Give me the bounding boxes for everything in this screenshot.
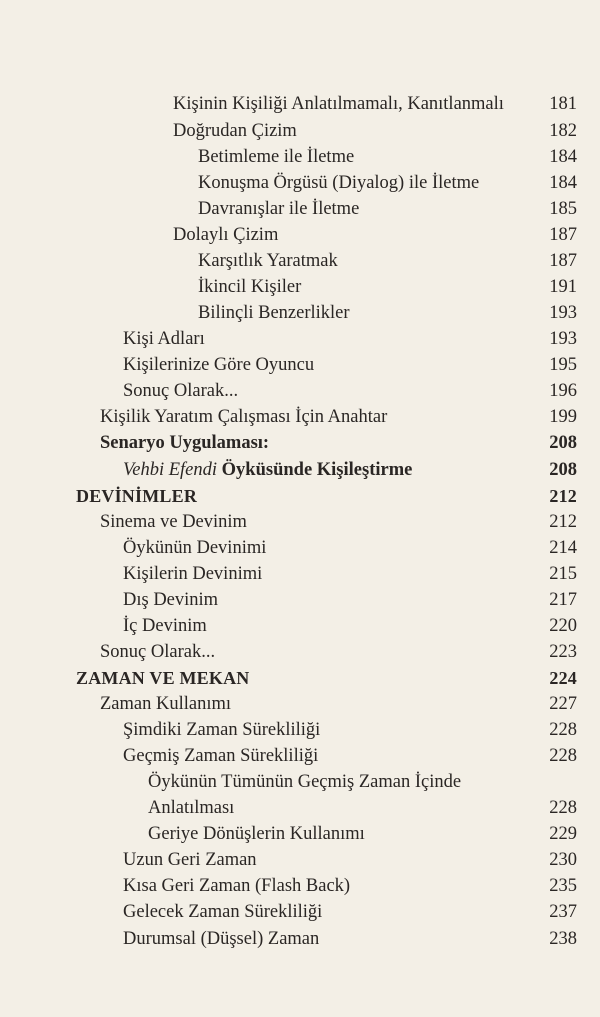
toc-entry-label: Sonuç Olarak...	[123, 381, 239, 401]
toc-entry-label-rest: Öyküsünde Kişileştirme	[217, 460, 413, 480]
toc-entry	[148, 795, 577, 821]
toc-page-number: 230	[549, 850, 577, 870]
toc-entry	[123, 457, 577, 483]
toc-entry	[123, 717, 577, 743]
toc-page-number: 235	[549, 876, 577, 896]
toc-page-number: 208	[549, 460, 577, 480]
toc-entry-label: Kişi Adları	[123, 329, 205, 349]
toc-page-number: 193	[549, 303, 577, 323]
toc-entry	[123, 613, 577, 639]
toc-entry	[173, 118, 577, 144]
toc-page-number: 227	[549, 694, 577, 714]
toc-entry-label: Durumsal (Düşsel) Zaman	[123, 929, 320, 949]
toc-page-number: 196	[549, 381, 577, 401]
toc-entry	[198, 300, 577, 326]
toc-entry-label: Kişilerinize Göre Oyuncu	[123, 355, 315, 375]
toc-entry	[100, 430, 577, 456]
toc-page-number: 217	[549, 590, 577, 610]
toc-page-number: 214	[549, 538, 577, 558]
toc-page-number: 182	[549, 121, 577, 141]
toc-entry	[123, 587, 577, 613]
toc-entry-label: Betimleme ile İletme	[198, 147, 355, 167]
toc-entry	[123, 743, 577, 769]
toc-entry-label	[123, 457, 412, 483]
toc-entry	[100, 639, 577, 665]
toc-page-number: 228	[549, 798, 577, 818]
toc-page-number: 212	[549, 486, 577, 506]
toc-entry	[123, 926, 577, 952]
toc-entry-label: Dolaylı Çizim	[173, 225, 279, 245]
toc-entry-label: Gelecek Zaman Sürekliliği	[123, 902, 323, 922]
toc-entry-label: Karşıtlık Yaratmak	[198, 251, 338, 271]
toc-page-number: 224	[549, 668, 577, 688]
toc-entry-label: Uzun Geri Zaman	[123, 850, 257, 870]
toc-entry-label: DEVİNİMLER	[76, 486, 198, 506]
toc-entry	[100, 404, 577, 430]
toc-page-number: 238	[549, 929, 577, 949]
toc-entry	[148, 769, 577, 795]
toc-page-number: 215	[549, 564, 577, 584]
toc-page-number: 191	[549, 277, 577, 297]
toc-entry-label: Zaman Kullanımı	[100, 694, 232, 714]
toc-page-number: 193	[549, 329, 577, 349]
toc-entry-label: İkincil Kişiler	[198, 277, 302, 297]
toc-entry-label: Davranışlar ile İletme	[198, 199, 360, 219]
toc-entry-label: ZAMAN VE MEKAN	[76, 668, 250, 688]
toc-entry-label: Dış Devinim	[123, 590, 219, 610]
toc-entry-label: Şimdiki Zaman Sürekliliği	[123, 720, 321, 740]
toc-entry-label: Geriye Dönüşlerin Kullanımı	[148, 824, 365, 844]
toc-entry	[100, 691, 577, 717]
toc-entry	[198, 274, 577, 300]
toc-page-number: 223	[549, 642, 577, 662]
toc-entry-label: Kişilik Yaratım Çalışması İçin Anahtar	[100, 407, 388, 427]
toc-entry-label: Kişinin Kişiliği Anlatılmamalı, Kanıtlanmalı	[173, 94, 504, 114]
toc-entry-label: Sinema ve Devinim	[100, 512, 247, 532]
toc-entry	[148, 821, 577, 847]
toc-entry-label: Senaryo Uygulaması:	[100, 433, 270, 453]
toc-entry	[198, 144, 577, 170]
toc-entry	[173, 222, 577, 248]
toc-entry-label: İç Devinim	[123, 616, 207, 636]
toc-entry-label-italic: Vehbi Efendi	[123, 460, 218, 480]
toc-entry	[123, 535, 577, 561]
toc-entry-label: Geçmiş Zaman Sürekliliği	[123, 746, 319, 766]
toc-entry	[123, 873, 577, 899]
toc-page-number: 199	[549, 407, 577, 427]
toc-entry-label: Öykünün Tümünün Geçmiş Zaman İçinde	[148, 772, 462, 792]
toc-page-number: 187	[549, 225, 577, 245]
toc-entry	[100, 509, 577, 535]
toc-entry-label: Öykünün Devinimi	[123, 538, 267, 558]
toc-page-number: 228	[549, 746, 577, 766]
toc-entry	[123, 378, 577, 404]
toc-entry	[198, 196, 577, 222]
toc-entry	[123, 326, 577, 352]
toc-entry	[123, 352, 577, 378]
toc-page-number: 184	[549, 147, 577, 167]
toc-entry-label: Doğrudan Çizim	[173, 121, 297, 141]
toc-page-number: 237	[549, 902, 577, 922]
toc-entry	[123, 847, 577, 873]
toc-page-number: 185	[549, 199, 577, 219]
toc-entry	[198, 248, 577, 274]
toc-page-number: 187	[549, 251, 577, 271]
toc-page-number: 184	[549, 173, 577, 193]
toc-page-number: 195	[549, 355, 577, 375]
toc-entry-label: Kişilerin Devinimi	[123, 564, 263, 584]
toc-entry	[173, 91, 577, 117]
toc-page-number: 220	[549, 616, 577, 636]
toc-entry	[123, 899, 577, 925]
toc-entry-label: Sonuç Olarak...	[100, 642, 216, 662]
toc-chapter-heading	[76, 665, 577, 691]
toc-page-number: 208	[549, 433, 577, 453]
toc-chapter-heading	[76, 483, 577, 509]
toc-entry-label: Bilinçli Benzerlikler	[198, 303, 350, 323]
toc-entry-label: Kısa Geri Zaman (Flash Back)	[123, 876, 351, 896]
toc-page-number: 181	[549, 94, 577, 114]
toc-page-number: 228	[549, 720, 577, 740]
toc-entry	[123, 561, 577, 587]
toc-page-number: 229	[549, 824, 577, 844]
toc-entry	[198, 170, 577, 196]
toc-entry-label: Konuşma Örgüsü (Diyalog) ile İletme	[198, 173, 480, 193]
toc-page-number: 212	[549, 512, 577, 532]
toc-entry-label: Anlatılması	[148, 798, 235, 818]
